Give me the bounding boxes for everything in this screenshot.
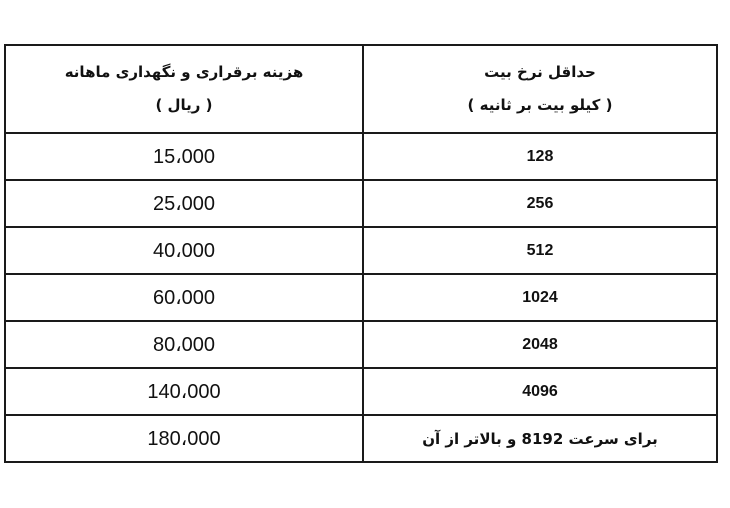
rate-cell: 512: [363, 227, 717, 274]
cost-header-title: هزینه برقراری و نگهداری ماهانه: [64, 63, 304, 81]
cost-cell: 25،000: [5, 180, 363, 227]
rate-cell: 1024: [363, 274, 717, 321]
table-row: [5, 415, 717, 462]
rate-cell: 4096: [363, 368, 717, 415]
table-row: [5, 321, 717, 368]
cost-cell: 180،000: [5, 415, 363, 462]
table-row: [5, 133, 717, 180]
cost-column-header: [5, 45, 363, 133]
cost-cell: 60،000: [5, 274, 363, 321]
rate-cell: 256: [363, 180, 717, 227]
rate-cell: برای سرعت 8192 و بالاتر از آن: [363, 415, 717, 462]
rate-cell: 128: [363, 133, 717, 180]
table-row: [5, 180, 717, 227]
rate-cell: 2048: [363, 321, 717, 368]
rate-header-title: حداقل نرخ بیت: [484, 63, 596, 81]
table-header-row: [5, 45, 717, 133]
cost-cell: 140،000: [5, 368, 363, 415]
cost-header-unit: ( ریال ): [155, 96, 213, 114]
table-row: [5, 274, 717, 321]
pricing-table: [4, 44, 718, 463]
cost-cell: 80،000: [5, 321, 363, 368]
cost-cell: 15،000: [5, 133, 363, 180]
table-row: [5, 368, 717, 415]
cost-cell: 40،000: [5, 227, 363, 274]
table-row: [5, 227, 717, 274]
rate-header-unit: ( کیلو بیت بر ثانیه ): [467, 96, 613, 114]
rate-column-header: [363, 45, 717, 133]
